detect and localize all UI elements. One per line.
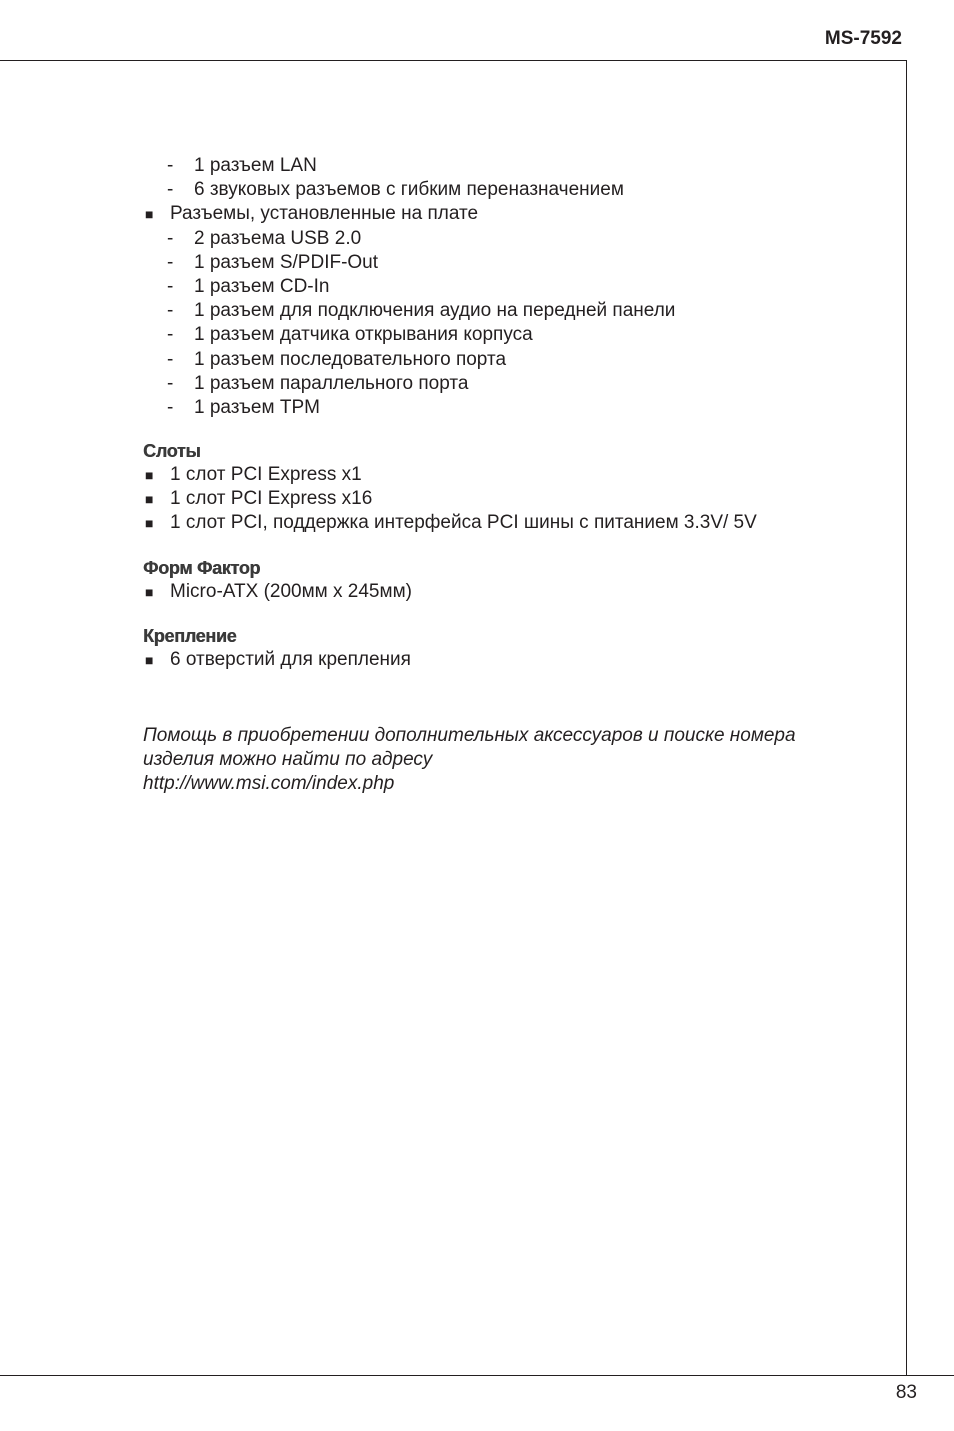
dash-marker: -	[167, 227, 174, 249]
list-item: - 1 разъем TPM	[143, 396, 863, 420]
right-rule	[906, 60, 907, 1376]
note-line: Помощь в приобретении дополнительных аксессуаров и поиске номера	[143, 725, 796, 746]
list-item: - 6 звуковых разъемов с гибким переназначением	[143, 178, 863, 202]
square-bullet-icon: ■	[145, 206, 154, 223]
dash-marker: -	[167, 300, 174, 322]
list-item: ■ 6 отверстий для крепления	[143, 648, 863, 672]
dash-marker: -	[167, 396, 174, 418]
list-item: - 1 разъем для подключения аудио на передней панели	[143, 299, 863, 323]
dash-marker: -	[167, 348, 174, 370]
section-heading-mounting: Крепление	[143, 625, 237, 646]
list-item: ■ 1 слот PCI, поддержка интерфейса PCI шины с питанием 3.3V/ 5V	[143, 511, 863, 535]
dash-marker: -	[167, 324, 174, 346]
dash-marker: -	[167, 372, 174, 394]
list-item: - 1 разъем датчика открывания корпуса	[143, 323, 863, 347]
square-bullet-icon: ■	[145, 491, 154, 508]
list-item: - 2 разъема USB 2.0	[143, 227, 863, 251]
list-item: ■ 1 слот PCI Express x1	[143, 463, 863, 487]
list-item: - 1 разъем параллельного порта	[143, 372, 863, 396]
list-item: ■ 1 слот PCI Express x16	[143, 487, 863, 511]
list-item: ■ Разъемы, установленные на плате	[143, 202, 863, 226]
dash-marker: -	[167, 251, 174, 273]
page-number: 83	[895, 1382, 917, 1403]
square-bullet-icon: ■	[145, 515, 154, 532]
list-item: - 1 разъем последовательного порта	[143, 348, 863, 372]
section-heading-slots: Слоты	[143, 441, 201, 462]
list-item: ■ Micro-ATX (200мм x 245мм)	[143, 580, 863, 604]
list-item: - 1 разъем S/PDIF-Out	[143, 251, 863, 275]
dash-marker: -	[167, 155, 174, 176]
list-item: - 1 разъем CD-In	[143, 275, 863, 299]
spec-content	[143, 154, 863, 797]
dash-marker: -	[167, 275, 174, 297]
square-bullet-icon: ■	[145, 651, 154, 668]
note-line: изделия можно найти по адресу	[143, 749, 433, 771]
dash-marker: -	[167, 179, 174, 201]
square-bullet-icon: ■	[145, 467, 154, 484]
note-url: http://www.msi.com/index.php	[143, 773, 395, 795]
square-bullet-icon: ■	[145, 583, 154, 600]
top-rule	[0, 60, 907, 61]
list-item: - 1 разъем LAN	[143, 154, 863, 178]
section-heading-form-factor: Форм Фактор	[143, 557, 261, 578]
model-label: MS-7592	[824, 28, 902, 49]
bottom-rule	[0, 1375, 954, 1376]
